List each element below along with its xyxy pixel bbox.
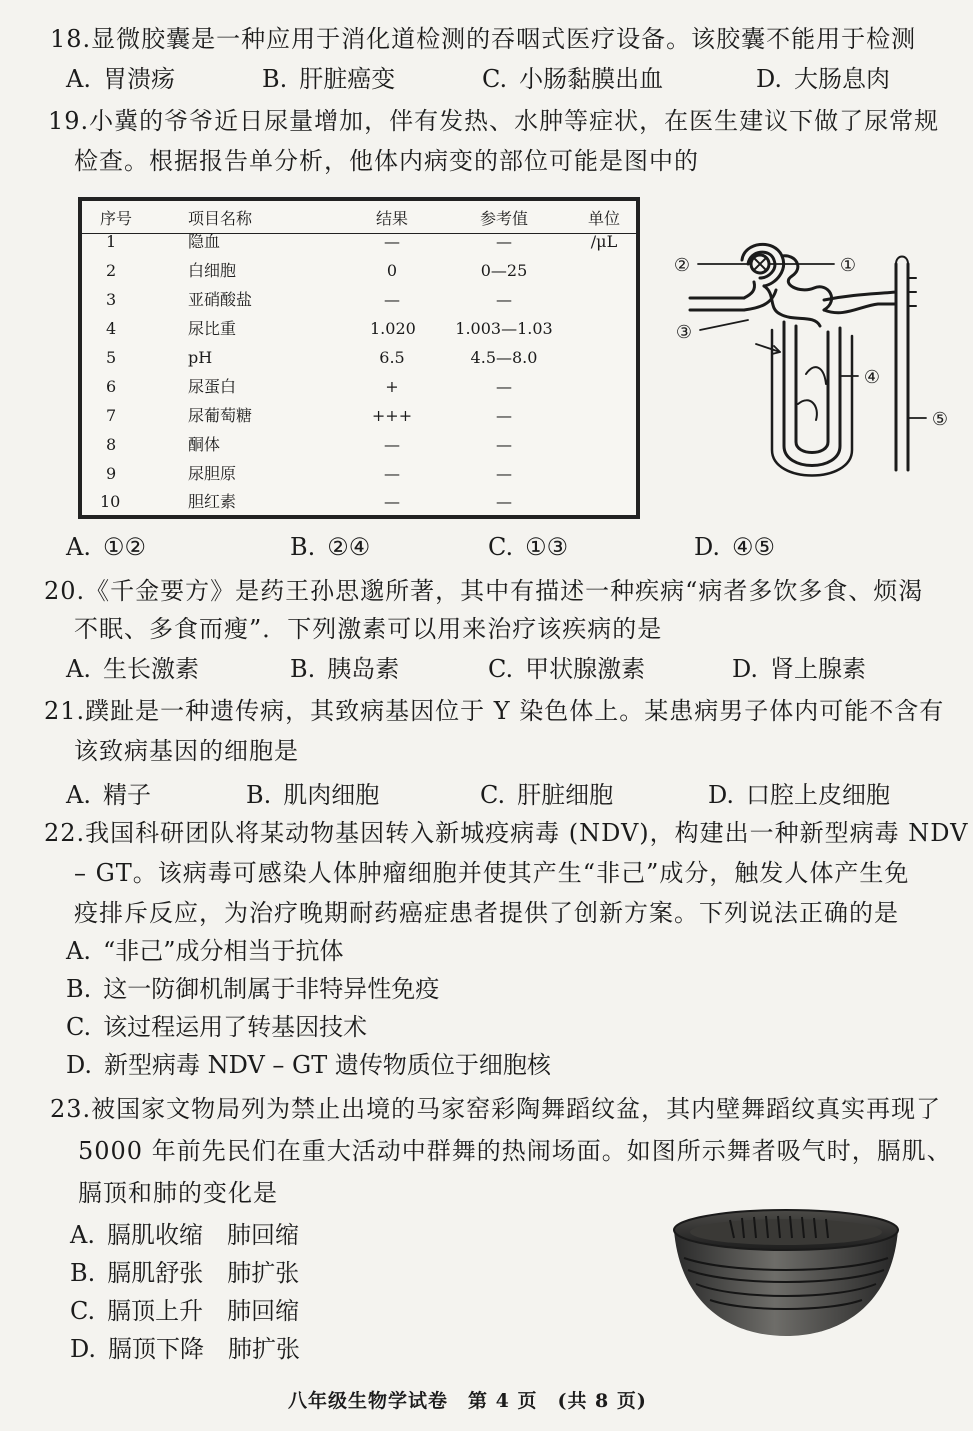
cell-reference: — bbox=[496, 377, 512, 396]
q23-option-a bbox=[70, 1220, 299, 1250]
option-key: A. bbox=[66, 937, 91, 965]
option-text: 肾上腺素 bbox=[770, 655, 867, 683]
cell-name: 亚硝酸盐 bbox=[188, 290, 253, 309]
table-row bbox=[82, 257, 636, 285]
diagram-label-4: ④ bbox=[863, 367, 881, 388]
q20-stem-line1: 20.《千金要方》是药王孙思邈所著，其中有描述一种疾病“病者多饮多食、烦渴 bbox=[44, 577, 924, 605]
option-text: 精子 bbox=[102, 781, 151, 809]
q20-option-c bbox=[488, 654, 645, 684]
option-text: 膈肌舒张 肺扩张 bbox=[107, 1259, 300, 1287]
option-key: A. bbox=[70, 1221, 95, 1249]
q22-option-d bbox=[66, 1050, 551, 1080]
q21-option-b bbox=[246, 780, 379, 810]
cell-result: 0 bbox=[386, 261, 398, 280]
cell-result: — bbox=[384, 232, 400, 251]
diagram-label-3: ③ bbox=[675, 322, 693, 343]
q20-option-a bbox=[66, 654, 199, 684]
option-text: 胰岛素 bbox=[327, 655, 400, 683]
q21-option-c bbox=[480, 780, 613, 810]
q21-stem-line2: 该致病基因的细胞是 bbox=[74, 737, 299, 765]
header-result: 结果 bbox=[375, 209, 408, 228]
option-text: ④⑤ bbox=[732, 533, 776, 561]
q21-stem-line1: 21.蹼趾是一种遗传病，其致病基因位于 Y 染色体上。某患病男子体内可能不含有 bbox=[44, 697, 945, 725]
option-text: 大肠息肉 bbox=[794, 65, 891, 93]
q18-option-c bbox=[482, 64, 663, 94]
table-row bbox=[82, 460, 636, 488]
urine-report-table bbox=[78, 197, 640, 519]
header-item-name: 项目名称 bbox=[188, 209, 253, 228]
cell-index: 10 bbox=[100, 492, 121, 511]
cell-index: 6 bbox=[106, 377, 117, 396]
option-text: 膈肌收缩 肺回缩 bbox=[106, 1221, 299, 1249]
cell-reference: 1.003—1.03 bbox=[455, 319, 553, 338]
option-key: B. bbox=[262, 65, 288, 93]
option-key: C. bbox=[482, 65, 508, 93]
q19-option-d bbox=[694, 532, 775, 562]
q18-option-b bbox=[262, 64, 395, 94]
option-text: 胃溃疡 bbox=[102, 65, 175, 93]
q23-stem-line2: 5000 年前先民们在重大活动中群舞的热闹场面。如图所示舞者吸气时，膈肌、 bbox=[78, 1137, 952, 1165]
option-text: 甲状腺激素 bbox=[525, 655, 646, 683]
cell-result: 6.5 bbox=[379, 348, 405, 367]
option-key: A. bbox=[66, 533, 91, 561]
cell-name: 隐血 bbox=[188, 232, 221, 251]
table-row bbox=[82, 286, 636, 314]
q20-option-b bbox=[290, 654, 399, 684]
cell-name: 胆红素 bbox=[188, 492, 237, 511]
option-key: B. bbox=[290, 533, 316, 561]
option-text: 膈顶下降 肺扩张 bbox=[108, 1335, 301, 1363]
q19-option-b bbox=[290, 532, 370, 562]
cell-index: 4 bbox=[106, 319, 117, 338]
q23-stem-line1: 23.被国家文物局列为禁止出境的马家窑彩陶舞蹈纹盆，其内壁舞蹈纹真实再现了 bbox=[50, 1095, 942, 1123]
header-reference: 参考值 bbox=[479, 209, 528, 228]
q22-stem-line2: – GT。该病毒可感染人体肿瘤细胞并使其产生“非己”成分，触发人体产生免 bbox=[74, 859, 910, 887]
cell-name: 尿蛋白 bbox=[188, 377, 237, 396]
table-row bbox=[82, 402, 636, 430]
cell-index: 2 bbox=[106, 261, 117, 280]
option-text: 新型病毒 NDV – GT 遗传物质位于细胞核 bbox=[104, 1051, 551, 1079]
diagram-label-5: ⑤ bbox=[931, 409, 949, 430]
cell-name: 尿胆原 bbox=[188, 464, 237, 483]
diagram-label-2: ② bbox=[673, 255, 691, 276]
cell-index: 5 bbox=[106, 348, 117, 367]
cell-reference: — bbox=[496, 492, 512, 511]
option-key: A. bbox=[66, 65, 91, 93]
option-key: D. bbox=[756, 65, 783, 93]
q23-option-b bbox=[70, 1258, 299, 1288]
cell-result: +++ bbox=[371, 406, 413, 425]
pottery-bowl-image bbox=[670, 1208, 902, 1340]
table-row bbox=[82, 228, 636, 256]
table-row bbox=[82, 315, 636, 343]
cell-reference: — bbox=[496, 406, 512, 425]
q22-stem-line1: 22.我国科研团队将某动物基因转入新城疫病毒 (NDV)，构建出一种新型病毒 NDV bbox=[44, 819, 969, 847]
option-key: D. bbox=[732, 655, 759, 683]
option-key: B. bbox=[66, 975, 92, 1003]
option-text: ①③ bbox=[525, 533, 569, 561]
q22-option-b bbox=[66, 974, 439, 1004]
q21-option-a bbox=[66, 780, 151, 810]
option-text: 这一防御机制属于非特异性免疫 bbox=[103, 975, 440, 1003]
cell-index: 8 bbox=[106, 435, 117, 454]
cell-name: 尿葡萄糖 bbox=[188, 406, 253, 425]
nephron-diagram bbox=[664, 234, 964, 486]
option-key: C. bbox=[488, 655, 514, 683]
cell-reference: 4.5—8.0 bbox=[470, 348, 538, 367]
table-row bbox=[82, 431, 636, 459]
cell-result: — bbox=[384, 464, 400, 483]
header-index: 序号 bbox=[100, 209, 133, 228]
diagram-label-1: ① bbox=[839, 255, 857, 276]
cell-reference: — bbox=[496, 232, 512, 251]
q19-option-a bbox=[66, 532, 146, 562]
q22-option-c bbox=[66, 1012, 367, 1042]
option-key: C. bbox=[70, 1297, 96, 1325]
option-text: 膈顶上升 肺回缩 bbox=[107, 1297, 300, 1325]
option-key: D. bbox=[70, 1335, 97, 1363]
option-key: A. bbox=[66, 781, 91, 809]
table-row bbox=[82, 373, 636, 401]
q20-option-d bbox=[732, 654, 866, 684]
option-text: ②④ bbox=[327, 533, 371, 561]
cell-result: — bbox=[384, 290, 400, 309]
q18-stem: 18.显微胶囊是一种应用于消化道检测的吞咽式医疗设备。该胶囊不能用于检测 bbox=[50, 25, 917, 53]
option-text: 肌肉细胞 bbox=[283, 781, 380, 809]
option-key: A. bbox=[66, 655, 91, 683]
cell-name: pH bbox=[188, 348, 213, 367]
cell-reference: — bbox=[496, 290, 512, 309]
header-unit: 单位 bbox=[587, 209, 620, 228]
option-key: C. bbox=[488, 533, 514, 561]
cell-reference: — bbox=[496, 435, 512, 454]
cell-index: 9 bbox=[106, 464, 117, 483]
q22-stem-line3: 疫排斥反应，为治疗晚期耐药癌症患者提供了创新方案。下列说法正确的是 bbox=[74, 899, 899, 927]
q20-stem-line2: 不眠、多食而瘦”．下列激素可以用来治疗该疾病的是 bbox=[74, 615, 663, 643]
q19-stem-line1: 19.小冀的爷爷近日尿量增加，伴有发热、水肿等症状，在医生建议下做了尿常规 bbox=[48, 107, 940, 135]
option-text: “非己”成分相当于抗体 bbox=[102, 937, 344, 965]
table-row bbox=[82, 344, 636, 372]
cell-name: 尿比重 bbox=[188, 319, 237, 338]
cell-unit: /μL bbox=[590, 232, 618, 251]
cell-result: + bbox=[385, 377, 399, 396]
q21-option-d bbox=[708, 780, 890, 810]
cell-reference: 0—25 bbox=[480, 261, 528, 280]
cell-result: — bbox=[384, 435, 400, 454]
option-key: C. bbox=[66, 1013, 92, 1041]
option-key: B. bbox=[290, 655, 316, 683]
option-key: D. bbox=[694, 533, 721, 561]
q18-option-a bbox=[66, 64, 175, 94]
q19-option-c bbox=[488, 532, 568, 562]
option-key: D. bbox=[708, 781, 735, 809]
option-text: 该过程运用了转基因技术 bbox=[103, 1013, 368, 1041]
cell-name: 白细胞 bbox=[188, 261, 237, 280]
option-text: 小肠黏膜出血 bbox=[519, 65, 664, 93]
cell-index: 3 bbox=[106, 290, 117, 309]
option-key: C. bbox=[480, 781, 506, 809]
table-row bbox=[82, 488, 636, 516]
option-text: 肝脏细胞 bbox=[517, 781, 614, 809]
page-footer: 八年级生物学试卷 第 4 页 (共 8 页) bbox=[288, 1390, 647, 1412]
cell-index: 1 bbox=[106, 232, 117, 251]
cell-index: 7 bbox=[106, 406, 117, 425]
option-key: D. bbox=[66, 1051, 93, 1079]
option-text: 口腔上皮细胞 bbox=[746, 781, 891, 809]
option-key: B. bbox=[246, 781, 272, 809]
cell-result: 1.020 bbox=[370, 319, 416, 338]
option-key: B. bbox=[70, 1259, 96, 1287]
q18-option-d bbox=[756, 64, 890, 94]
option-text: 生长激素 bbox=[102, 655, 199, 683]
q23-option-d bbox=[70, 1334, 300, 1364]
q23-option-c bbox=[70, 1296, 299, 1326]
option-text: 肝脏癌变 bbox=[299, 65, 396, 93]
cell-name: 酮体 bbox=[188, 435, 221, 454]
option-text: ①② bbox=[102, 533, 146, 561]
q19-stem-line2: 检查。根据报告单分析，他体内病变的部位可能是图中的 bbox=[74, 147, 699, 175]
q22-option-a bbox=[66, 936, 344, 966]
cell-result: — bbox=[384, 492, 400, 511]
cell-reference: — bbox=[496, 464, 512, 483]
q23-stem-line3: 膈顶和肺的变化是 bbox=[78, 1179, 278, 1207]
